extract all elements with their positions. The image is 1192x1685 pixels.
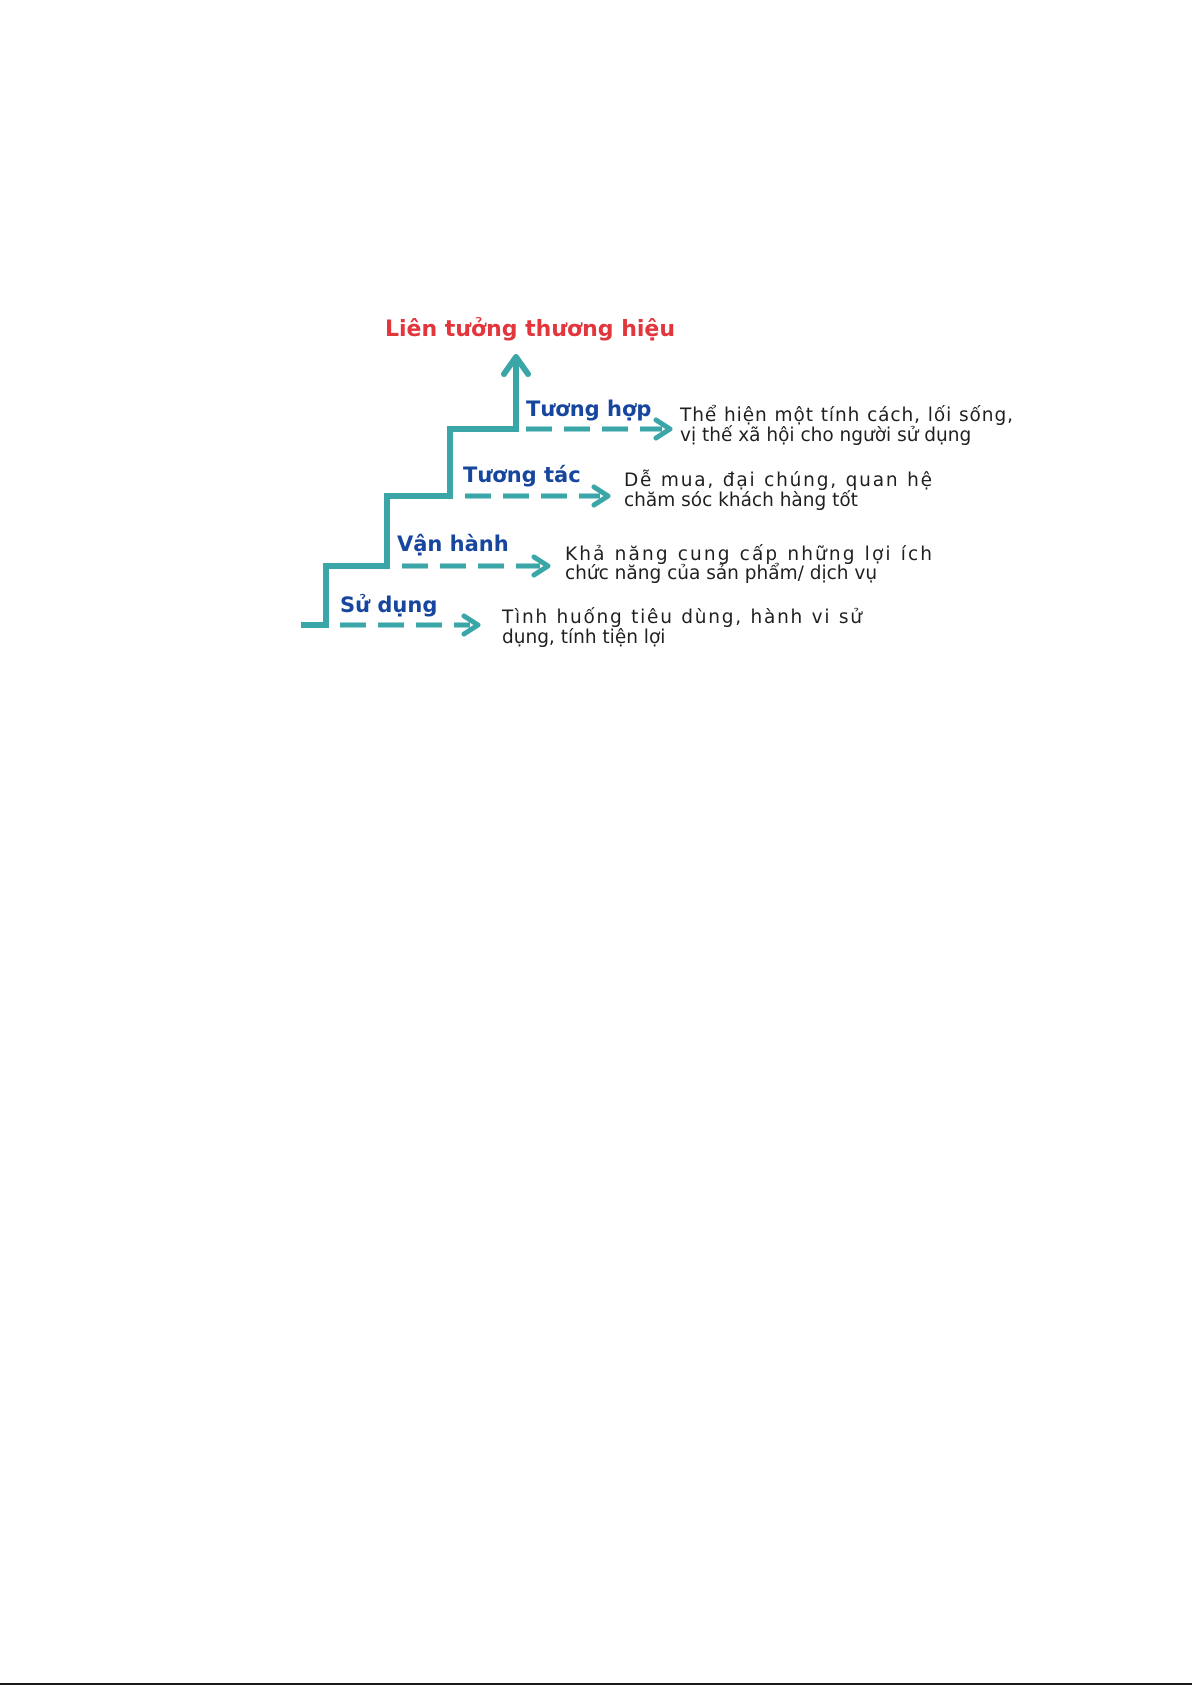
step-desc-su-dung-line1: Tình huống tiêu dùng, hành vi sử: [502, 607, 862, 628]
step-desc-tuong-tac-line2: chăm sóc khách hàng tốt: [624, 490, 858, 511]
step-desc-van-hanh-line1: Khả năng cung cấp những lợi ích: [565, 544, 932, 565]
step-desc-su-dung-line2: dụng, tính tiện lợi: [502, 627, 666, 648]
step-desc-van-hanh-line2: chức năng của sản phẩm/ dịch vụ: [565, 563, 878, 584]
step-desc-tuong-hop-line1: Thể hiện một tính cách, lối sống,: [680, 405, 1013, 426]
step-label-tuong-tac: Tương tác: [463, 463, 581, 487]
step-label-van-hanh: Vận hành: [397, 532, 509, 556]
step-desc-tuong-tac-line1: Dễ mua, đại chúng, quan hệ: [624, 470, 932, 491]
step-desc-tuong-hop-line2: vị thế xã hội cho người sử dụng: [680, 425, 972, 446]
step-label-tuong-hop: Tương hợp: [526, 397, 652, 421]
step-arrow-tuong-tac: [465, 487, 608, 505]
step-arrow-su-dung: [340, 616, 478, 634]
step-arrow-van-hanh: [402, 557, 548, 575]
diagram-title: Liên tưởng thương hiệu: [385, 317, 675, 342]
step-label-su-dung: Sử dụng: [340, 593, 438, 617]
step-arrow-tuong-hop: [526, 420, 670, 438]
